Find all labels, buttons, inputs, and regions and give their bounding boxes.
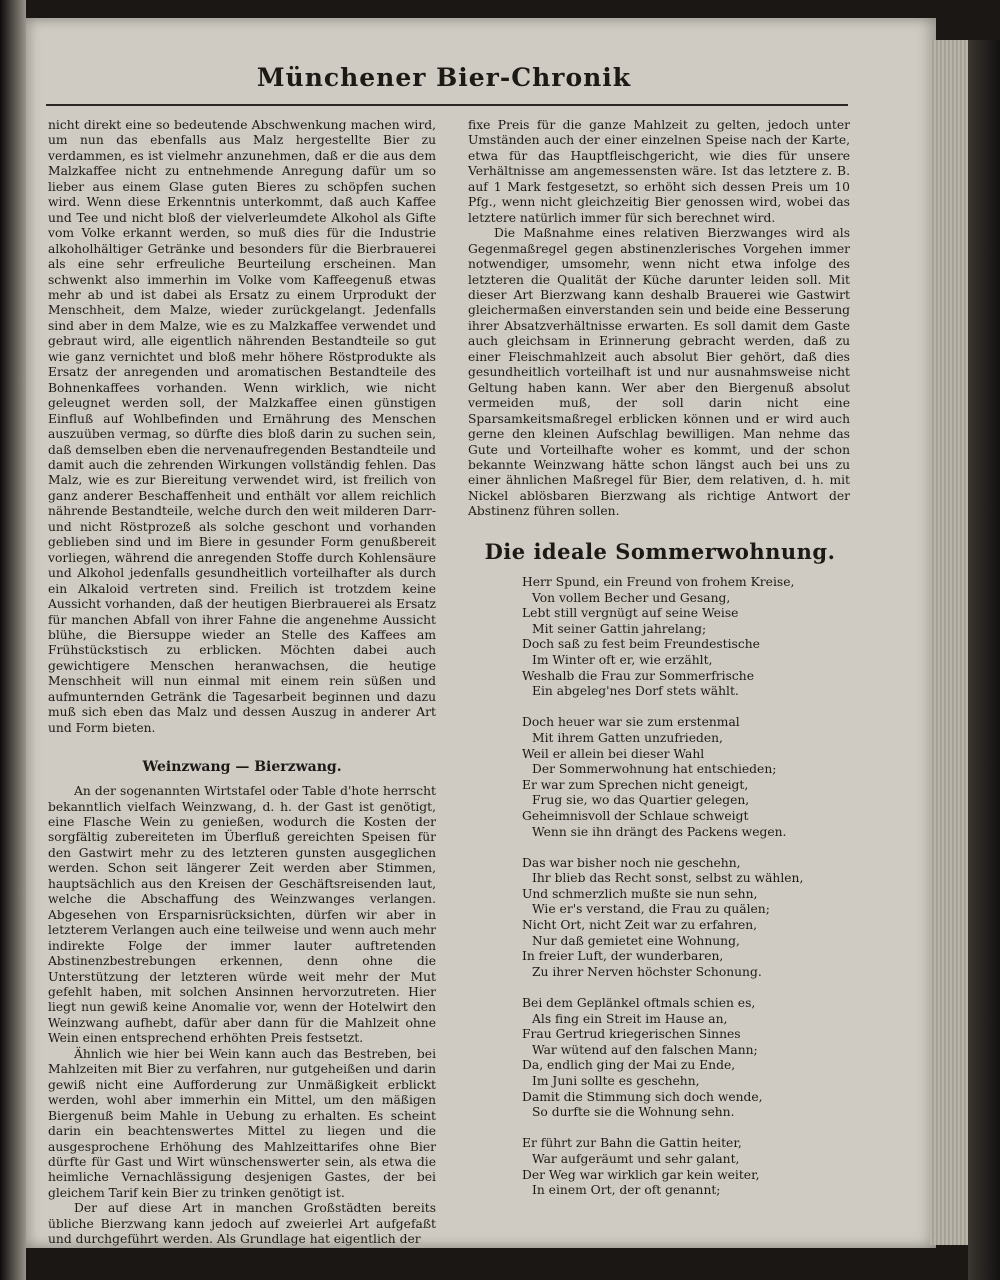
poem-line: Er war zum Sprechen nicht geneigt, (522, 777, 749, 792)
book-spine-shadow (968, 40, 1000, 1280)
poem-stanza (522, 715, 852, 840)
poem-line: Das war bisher noch nie geschehn, (522, 855, 741, 870)
poem-line: War aufgeräumt und sehr galant, (532, 1151, 740, 1166)
poem-line: Der Sommerwohnung hat entschieden; (532, 762, 777, 777)
poem-line: Da, endlich ging der Mai zu Ende, (522, 1058, 736, 1073)
poem-line: Von vollem Becher und Gesang, (532, 590, 731, 605)
poem-line: Wie er's verstand, die Frau zu quälen; (532, 902, 770, 917)
poem-line: Damit die Stimmung sich doch wende, (522, 1089, 763, 1104)
poem-stanza (522, 1136, 852, 1198)
poem-line: Im Winter oft er, wie erzählt, (532, 652, 713, 667)
poem-line: Frug sie, wo das Quartier gelegen, (532, 793, 750, 808)
poem (522, 575, 852, 1214)
poem-stanza (522, 856, 852, 981)
intro-paragraph: nicht direkt eine so bedeutende Abschwenkung machen wird, um nun das ebenfalls aus Malz hergestellte Bier zu verdammen, es ist vielmehr anzunehmen, daß er die aus dem Malzkaffee nicht zu entnehmende Anregung dafür um so lieber aus einem Glase guten Bieres zu schöpfen suchen wird. Wenn diese Erkenntnis unterkommt, daß auch Kaffee und Tee und nicht bloß der vielverleumdete Alkohol als Gifte vom Volke erkannt werden, so muß dies für die Industrie alkoholhältiger Getränke und besonders für die Bierbrauerei als eine sehr erfreuliche Beurteilung erscheinen. Man schwenkt also immerhin im Volke vom Kaffeegenuß etwas mehr ab und ist dabei als Ersatz zu einem Urprodukt der Menschheit, dem Malze, wieder zurückgelangt. Jedenfalls sind aber in dem Malze, wie es zu Malzkaffee verwendet und gebraut wird, alle eigentlich nährenden Bestandteile so gut wie ganz vernichtet und bloß mehr höhere Röstprodukte als Ersatz der anregenden und aromatischen Bestandteile des Bohnenkaffees vorhanden. Wenn wirklich, wie nicht geleugnet werden soll, der Malzkaffee einen günstigen Einfluß auf Wohlbefinden und Ernährung des Menschen auszuüben vermag, so dürfte dies bloß darin zu suchen sein, daß demselben eben die nervenaufregenden Bestandteile und damit auch die zehrenden Wirkungen vollständig fehlen. Das Malz, wie es zur Biereitung verwendet wird, ist freilich von ganz anderer Beschaffenheit und enthält vor allem reichlich nährende Bestandteile, welche durch den weit milderen Darr- und nicht Röstprozeß als solche geschont und vorhanden geblieben sind und im Biere in gesunder Form genußbereit vorliegen, während die anregenden Stoffe durch Kohlensäure und Alkohol jedenfalls gesundheitlich vorteilhafter als durch ein Alkaloid vertreten sind. Freilich ist trotzdem keine Aussicht vorhanden, daß der heutigen Bierbrauerei als Ersatz für manchen Abfall von ihrer Fahne die angenehme Aussicht blühe, die Biersuppe wieder an Stelle des Kaffees am Frühstückstisch zu erblicken. Möchten dabei auch gewichtigere Menschen heranwachsen, die heutige Menschheit will nun einmal mit einem rein süßen und aufmunternden Getränk die Tagesarbeit beginnen und dazu muß sich eben das Malz und dessen Auszug in anderer Art und Form bieten. (48, 118, 436, 735)
poem-line: Nicht Ort, nicht Zeit war zu erfahren, (522, 918, 758, 933)
poem-line: Weshalb die Frau zur Sommerfrische (522, 668, 754, 683)
facing-page-edge (0, 0, 26, 1280)
poem-line: Der Weg war wirklich gar kein weiter, (522, 1167, 760, 1182)
body-paragraph: Die Maßnahme eines relativen Bierzwanges wird als Gegenmaßregel gegen abstinenzlerisches Vorgehen immer notwendiger, umsomehr, wenn nicht etwa infolge des letzteren die Qualität der Küche darunter leiden soll. Mit dieser Art Bierzwang kann deshalb Brauerei wie Gastwirt gleichermaßen einverstanden sein und beide eine Besserung ihrer Absatzverhältnisse erwarten. Es soll damit dem Gaste auch gleichsam in Erinnerung gebracht werden, daß zu einer Fleischmahlzeit auch absolut Bier gehört, daß dies gesundheitlich vorteilhaft ist und nur ausnahmsweise nicht Geltung haben kann. Wer aber den Biergenuß absolut vermeiden muß, der soll darin nicht eine Sparsamkeitsmaßregel erblicken können und er wird auch gerne den kleinen Aufschlag bewilligen. Man nehme das Gute und Vorteilhafte woher es kommt, und der schon bekannte Weinzwang hätte schon längst auch bei uns zu einer ähnlichen Maßregel für Bier, dem relativen, d. h. mit Nickel ablösbaren Bierzwang als richtige Antwort der Abstinenz führen sollen. (468, 226, 850, 519)
poem-title: Die ideale Sommerwohnung. (484, 539, 836, 564)
poem-line: Doch heuer war sie zum erstenmal (522, 715, 740, 730)
poem-line: So durfte sie die Wohnung sehn. (532, 1105, 735, 1120)
poem-line: Herr Spund, ein Freund von frohem Kreise, (522, 575, 795, 589)
section-paragraph: Ähnlich wie hier bei Wein kann auch das Bestreben, bei Mahlzeiten mit Bier zu verfahren, nur gutgeheißen und darin gewiß nicht eine Aufforderung zur Unmäßigkeit erblickt werden, wohl aber immerhin ein Mittel, um den mäßigen Biergenuß beim Mahle in Uebung zu erhalten. Es scheint darin ein beachtenswertes Mittel zu liegen und die ausgesprochene Erhöhung des Mahlzeittarifes ohne Bier dürfte für Gast und Wirt wünschenswerter sein, als etwa die heimliche Vernachlässigung desjenigen Gastes, der bei gleichem Tarif kein Bier zu trinken genötigt ist. (48, 1046, 436, 1200)
poem-line: Nur daß gemietet eine Wohnung, (532, 933, 740, 948)
header-rule (46, 104, 848, 106)
poem-line: Weil er allein bei dieser Wahl (522, 746, 705, 761)
continued-paragraph: fixe Preis für die ganze Mahlzeit zu gelten, jedoch unter Umständen auch der einer einzelnen Speise nach der Karte, etwa für das Hauptfleischgericht, wie dies für unsere Verhältnisse am angemessensten wäre. Ist das letztere z. B. auf 1 Mark festgesetzt, so erhöht sich dessen Preis um 10 Pfg., wenn nicht gleichzeitig Bier genossen wird, wobei das letztere natürlich immer für sich berechnet wird. (468, 118, 850, 225)
left-column (48, 118, 436, 1248)
poem-line: Frau Gertrud kriegerischen Sinnes (522, 1027, 741, 1042)
poem-line: War wütend auf den falschen Mann; (532, 1042, 758, 1057)
poem-line: Er führt zur Bahn die Gattin heiter, (522, 1136, 742, 1151)
poem-line: Ihr blieb das Recht sonst, selbst zu wählen, (532, 871, 804, 886)
section-paragraph: An der sogenannten Wirtstafel oder Table d'hote herrscht bekanntlich vielfach Weinzwang, d. h. der Gast ist genötigt, eine Flasche Wein zu genießen, wodurch die Kosten der sorgfältig zubereiteten im Überfluß gereichten Speisen für den Gastwirt mehr zu des letzteren gunsten ausgeglichen werden. Schon seit längerer Zeit werden aber Stimmen, hauptsächlich aus den Kreisen der Geschäftsreisenden laut, welche die Abschaffung des Weinzwanges verlangen. Abgesehen von Ersparnisrücksichten, dürfen wir aber in letzterem Verlangen auch eine teilweise und wenn auch mehr indirekte Folge der immer lauter auftretenden Abstinenzbestrebungen erkennen, denn ohne die Unterstützung der letzteren würde weit mehr der Mut gefehlt haben, mit solchen Ansinnen hervorzutreten. Hier liegt nun gewiß keine Anomalie vor, wenn der Hotelwirt den Weinzwang aufhebt, dafür aber dann für die Mahlzeit ohne Wein einen entsprechend erhöhten Preis festsetzt. (48, 784, 436, 1046)
poem-line: Wenn sie ihn drängt des Packens wegen. (532, 824, 787, 839)
poem-line: Lebt still vergnügt auf seine Weise (522, 606, 739, 621)
poem-line: In einem Ort, der oft genannt; (532, 1183, 721, 1198)
poem-line: Mit ihrem Gatten unzufrieden, (532, 730, 723, 745)
poem-stanza (522, 575, 852, 700)
poem-line: Geheimnisvoll der Schlaue schweigt (522, 808, 749, 823)
poem-line: In freier Luft, der wunderbaren, (522, 949, 724, 964)
page-stack-edge (930, 40, 970, 1245)
poem-stanza (522, 996, 852, 1121)
poem-line: Und schmerzlich mußte sie nun sehn, (522, 886, 758, 901)
poem-line: Als fing ein Streit im Hause an, (532, 1011, 728, 1026)
poem-line: Zu ihrer Nerven höchster Schonung. (532, 964, 762, 979)
poem-line: Bei dem Geplänkel oftmals schien es, (522, 996, 756, 1011)
page-header-title: Münchener Bier-Chronik (256, 63, 632, 92)
poem-line: Mit seiner Gattin jahrelang; (532, 621, 707, 636)
right-column (468, 118, 850, 520)
poem-line: Doch saß zu fest beim Freundestische (522, 637, 760, 652)
section-paragraph: Der auf diese Art in manchen Großstädten bereits übliche Bierzwang kann jedoch auf zweierlei Art aufgefaßt und durchgeführt werden. Als Grundlage hat eigentlich der (48, 1201, 436, 1247)
poem-line: Ein abgeleg'nes Dorf stets wählt. (532, 684, 739, 699)
poem-line: Im Juni sollte es geschehn, (532, 1074, 700, 1088)
section-title: Weinzwang — Bierzwang. (142, 759, 342, 776)
